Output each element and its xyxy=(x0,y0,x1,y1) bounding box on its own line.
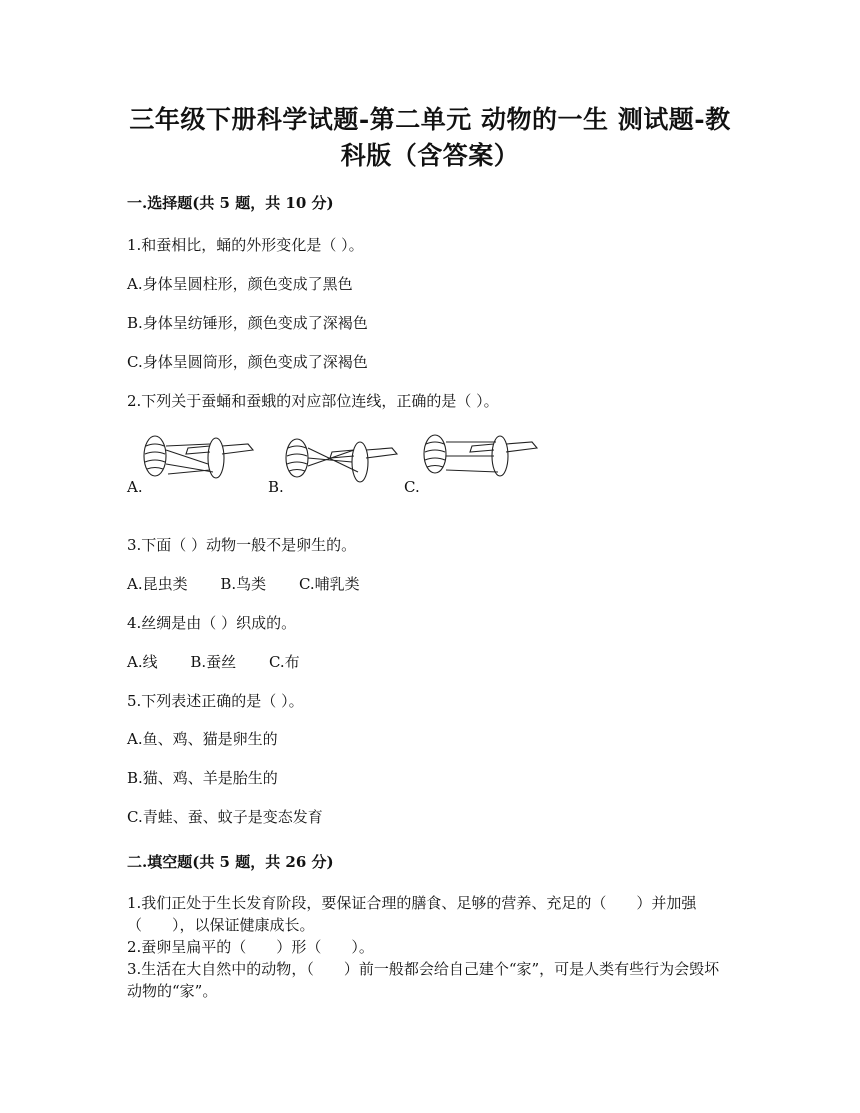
pupa-moth-figure-a xyxy=(138,432,258,487)
fill-q3: 3.生活在大自然中的动物，（ ）前一般都会给自己建个“家”，可是人类有些行为会毁坏动物的“家”。 xyxy=(127,960,720,1000)
q2-label-b: B. xyxy=(268,478,284,496)
q5-option-a: A.鱼、鸡、猫是卵生的 xyxy=(127,730,278,748)
q2-label-c: C. xyxy=(404,478,420,496)
q5-option-b: B.猫、鸡、羊是胎生的 xyxy=(127,769,278,787)
q3-option-b: B.鸟类 xyxy=(220,575,267,593)
fill-q2: 2.蚕卵呈扁平的（ ）形（ ）。 xyxy=(127,938,374,956)
q3-option-a: A.昆虫类 xyxy=(127,575,188,593)
q2-label-a: A. xyxy=(127,478,143,496)
q5-stem: 5.下列表述正确的是（ ）。 xyxy=(127,692,304,710)
page-title-line1: 三年级下册科学试题-第二单元 动物的一生 测试题-教 xyxy=(129,105,731,134)
q4-option-b: B.蚕丝 xyxy=(190,653,237,671)
q4-option-a: A.线 xyxy=(127,653,158,671)
q4-option-c: C.布 xyxy=(268,653,300,671)
section2-heading: 二.填空题(共 5 题，共 26 分) xyxy=(127,853,334,871)
page-title-line2: 科版（含答案） xyxy=(340,141,520,170)
q2-stem: 2.下列关于蚕蛹和蚕蛾的对应部位连线，正确的是（ ）。 xyxy=(127,392,499,410)
q3-option-c: C.哺乳类 xyxy=(298,575,360,593)
q5-option-c: C.青蛙、蚕、蚊子是变态发育 xyxy=(127,808,323,826)
q1-option-c: C.身体呈圆筒形，颜色变成了深褐色 xyxy=(127,353,368,371)
q4-stem: 4.丝绸是由（ ）织成的。 xyxy=(127,614,297,632)
q1-option-a: A.身体呈圆柱形，颜色变成了黑色 xyxy=(127,275,353,293)
pupa-moth-figure-c xyxy=(418,432,538,487)
q3-options xyxy=(127,573,388,594)
section1-heading: 一.选择题(共 5 题，共 10 分) xyxy=(127,194,334,212)
q1-option-b: B.身体呈纺锤形，颜色变成了深褐色 xyxy=(127,314,368,332)
q3-stem: 3.下面（ ）动物一般不是卵生的。 xyxy=(127,536,357,554)
pupa-moth-figure-b xyxy=(280,436,400,491)
q4-options xyxy=(127,651,328,672)
q1-stem: 1.和蚕相比，蛹的外形变化是（ ）。 xyxy=(127,236,364,254)
fill-q1: 1.我们正处于生长发育阶段，要保证合理的膳食、足够的营养、充足的（ ）并加强（ ），以保证健康成长。 xyxy=(127,894,697,934)
